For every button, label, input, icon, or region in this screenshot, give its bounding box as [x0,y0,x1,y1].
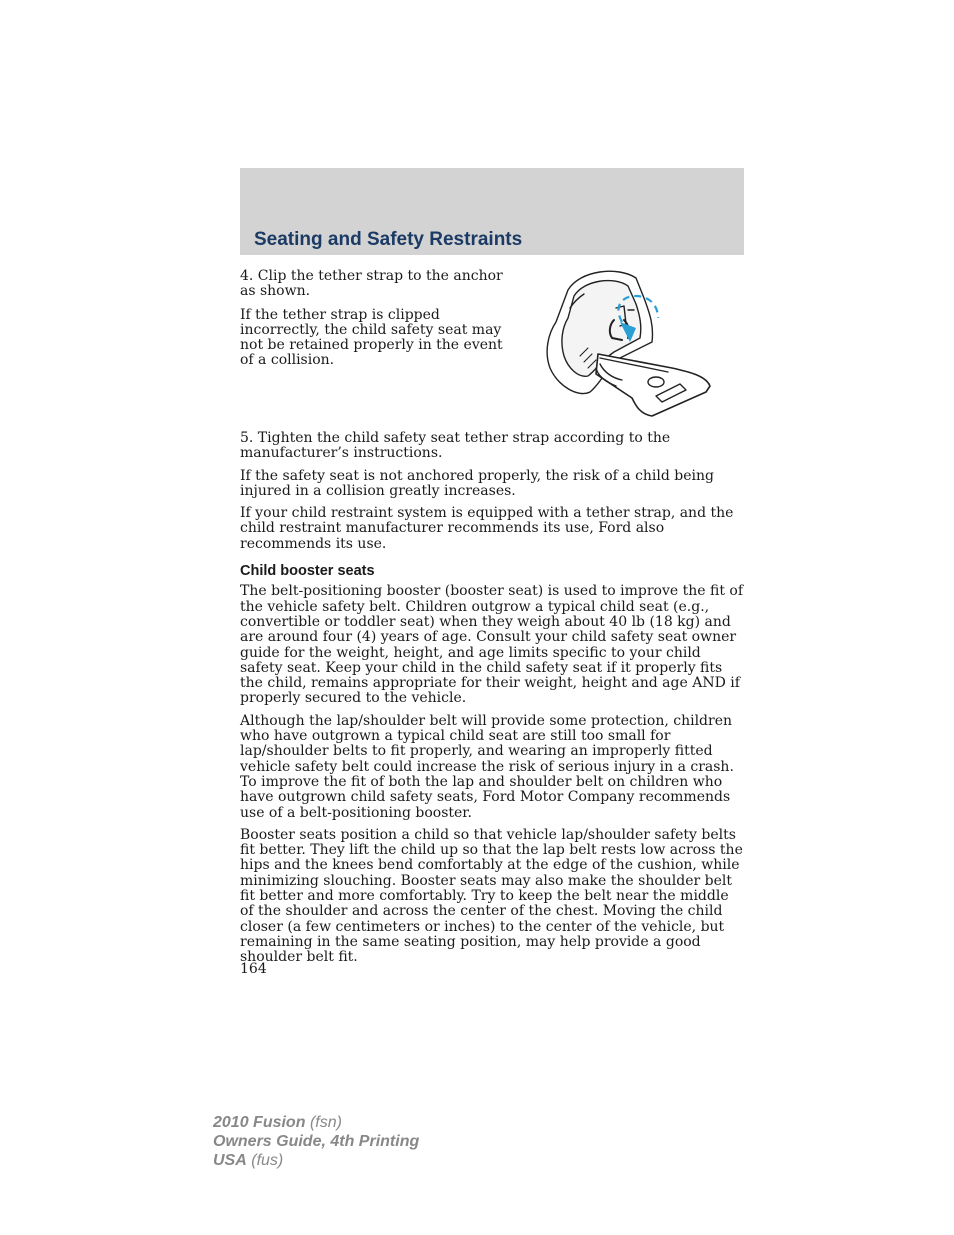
main-text [240,431,746,973]
footer-model: 2010 Fusion [213,1114,306,1131]
section-header-band [240,168,744,255]
section-title: Seating and Safety Restraints [254,229,523,250]
footer [213,1113,419,1170]
tether-warning-text: If the tether strap is clipped incorrectly, the child safety seat may not be retained properly in the event of a collision. [240,306,503,369]
tether-strap-anchor-clip-illustration-icon [540,264,715,419]
step-5-text: 5. Tighten the child safety seat tether strap according to the manufacturer’s instructions. [240,430,671,462]
footer-market-code: (fus) [251,1152,284,1169]
footer-guide-edition: Owners Guide, 4th Printing [213,1133,420,1150]
top-text-column [240,269,510,377]
tether-recommendation-text: If your child restraint system is equipped with a tether strap, and the child restraint manufacturer recommends its use, Ford also recommends its use. [240,505,734,552]
booster-positioning-paragraph: Booster seats position a child so that vehicle lap/shoulder safety belts fit better. They lift the child up so that the lap belt rests low across the hips and the knees bend comfortably at the edge of the cushion, while minimizing slouching. Booster seats may also make the shoulder belt fit better and more comfortably. Try to keep the belt near the middle of the shoulder and across the center of the chest. Moving the child closer (a few centimeters or inches) to the center of the vehicle, but remaining in the same seating position, may help provide a good shoulder belt fit. [240,826,743,966]
footer-market: USA [213,1152,247,1169]
anchoring-risk-text: If the safety seat is not anchored properly, the risk of a child being injured in a collision greatly increases. [240,467,714,499]
footer-model-code: (fsn) [309,1114,342,1131]
footer-line-3 [213,1151,419,1170]
footer-line-1 [213,1113,419,1132]
booster-protection-paragraph: Although the lap/shoulder belt will provide some protection, children who have outgrown a typical child seat are still too small for lap/shoulder belts to fit properly, and wearing an improperly fitted vehicle safety belt could increase the risk of serious injury in a crash. To improve the fit of both the lap and shoulder belt on children who have outgrown child safety seats, Ford Motor Company recommends use of a belt-positioning booster. [240,712,734,821]
subheading-child-booster-seats: Child booster seats [240,563,375,580]
step-4-text: 4. Clip the tether strap to the anchor as shown. [240,268,503,300]
page-number: 164 [240,961,267,977]
footer-line-2 [213,1132,419,1151]
booster-intro-paragraph: The belt-positioning booster (booster seat) is used to improve the fit of the vehicle safety belt. Children outgrow a typical child seat (e.g., convertible or toddler seat) when they weigh about 40 lb (18 kg) and are around four (4) years of age. Consult your child safety seat owner guide for the weight, height, and age limits specific to your child safety seat. Keep your child in the child safety seat if it properly fits the child, remains appropriate for their weight, height and age AND if properly secured to the vehicle. [240,583,744,707]
